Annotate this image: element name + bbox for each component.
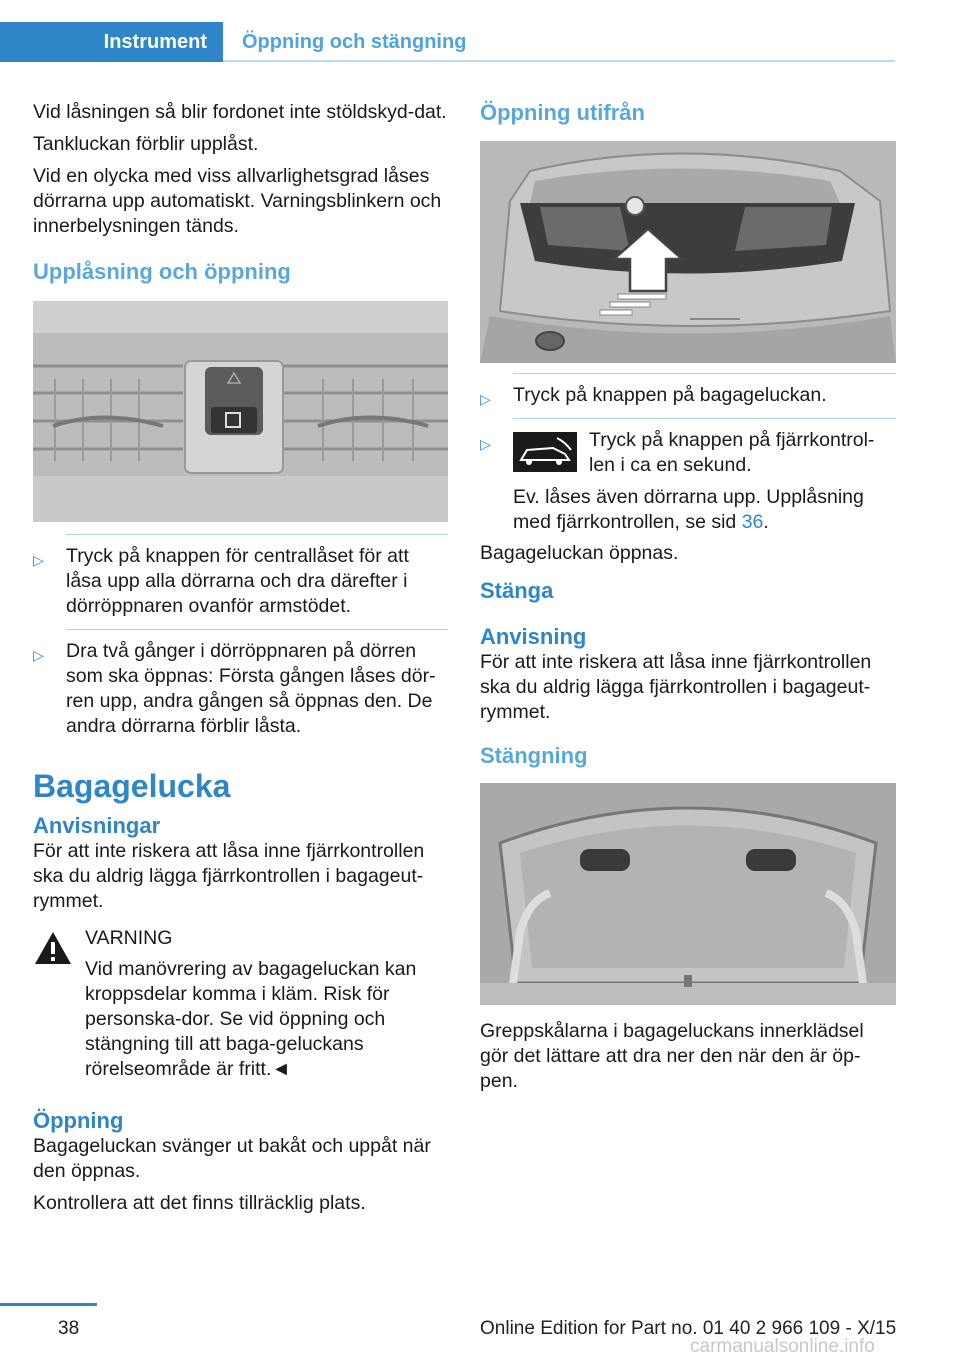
paragraph: Bagageluckan svänger ut bakåt och uppåt när den öppnas. [33,1135,431,1182]
heading-unlock-open: Upplåsning och öppning [33,259,291,284]
subtext-suffix: . [763,511,769,533]
heading-closing: Stängning [480,743,588,768]
list-item [33,629,448,739]
paragraph: För att inte riskera att låsa inne fjärrkontrollen ska du aldrig lägga fjärrkontrollen i bagageut-rymmet. [480,651,872,723]
list-divider [513,418,896,419]
triangle-right-icon: ▷ [480,436,491,452]
list-item-text: Tryck på knappen på bagageluckan. [513,384,827,406]
header-chapter-title[interactable]: Öppning och stängning [242,31,467,53]
heading-trunk: Bagagelucka [33,768,231,804]
warning-triangle-icon [33,930,73,966]
warning-text [33,957,448,1082]
paragraph: Vid en olycka med viss allvarlighetsgrad låses dörrarna upp automatiskt. Varningsblinkern och innerbelysningen tänds. [33,165,442,237]
paragraph: Kontrollera att det finns tillräcklig plats. [33,1192,366,1214]
page-number: 38 [58,1318,80,1339]
list-item [480,373,896,408]
right-column [480,100,896,1104]
paragraph: Tankluckan förblir upplåst. [33,133,259,155]
left-column [33,100,448,1226]
list-item-text: Dra två gånger i dörröppnaren på dörren som ska öppnas: Första gången låses dör-ren upp, andra gången så öppnas den. De andra dörrarna förblir låsta. [66,640,436,737]
list-divider [66,629,448,630]
triangle-right-icon: ▷ [33,552,44,568]
edition-line: Online Edition for Part no. 01 40 2 966 109 - X/15 [480,1318,897,1339]
trunk-open-steps [480,373,896,535]
warning-block [33,926,448,1082]
trunk-rear-illustration [480,141,896,363]
list-item-text: Tryck på knappen på fjärrkontrol-len i ca en sekund. [589,429,875,476]
paragraph: För att inte riskera att låsa inne fjärrkontrollen ska du aldrig lägga fjärrkontrollen i bagageut-rymmet. [33,840,425,912]
figure-trunk-inner-grips [480,783,896,1005]
paragraph: Greppskålarna i bagageluckans innerklädsel gör det lättare att dra ner den när den är öp-pen. [480,1020,864,1092]
central-lock-panel-illustration [33,301,448,522]
page-link-36[interactable]: 36 [741,511,764,533]
paragraph: Bagageluckan öppnas. [480,542,679,564]
trunk-inner-lining-illustration [480,783,896,1005]
warning-text-body: Vid manövrering av bagageluckan kan kroppsdelar komma i kläm. Risk för personska-dor. Se vid öppning och stängning till att baga-geluckans rörelseområde är fritt.◄ [85,958,417,1080]
footer-rule [0,1303,97,1306]
subtext-prefix: Ev. låses även dörrarna upp. Upplåsning med fjärrkontrollen, se sid [513,486,864,533]
heading-notes: Anvisningar [33,813,161,838]
list-item [33,534,448,619]
warning-title: VARNING [85,927,173,949]
figure-central-lock-button [33,301,448,522]
car-trunk-remote-icon [513,432,577,472]
figure-trunk-button [480,141,896,363]
triangle-right-icon: ▷ [33,647,44,663]
running-header [0,22,895,62]
list-item-text: Tryck på knappen för centrallåset för att låsa upp alla dörrarna och dra därefter i dörröppnaren ovanför armstödet. [66,545,409,617]
heading-close: Stänga [480,578,554,603]
heading-opening: Öppning [33,1108,124,1133]
header-rule [223,60,895,62]
paragraph: Vid låsningen så blir fordonet inte stöldskyd-dat. [33,101,447,123]
unlock-steps-list [33,534,448,739]
triangle-right-icon: ▷ [480,391,491,407]
list-item-subtext [513,485,896,535]
heading-open-outside: Öppning utifrån [480,100,645,125]
heading-note: Anvisning [480,624,587,649]
list-divider [513,373,896,374]
header-section-tab[interactable]: Instrument [0,22,223,62]
watermark: carmanualsonline.info [690,1336,875,1357]
list-divider [66,534,448,535]
list-item [480,418,896,535]
